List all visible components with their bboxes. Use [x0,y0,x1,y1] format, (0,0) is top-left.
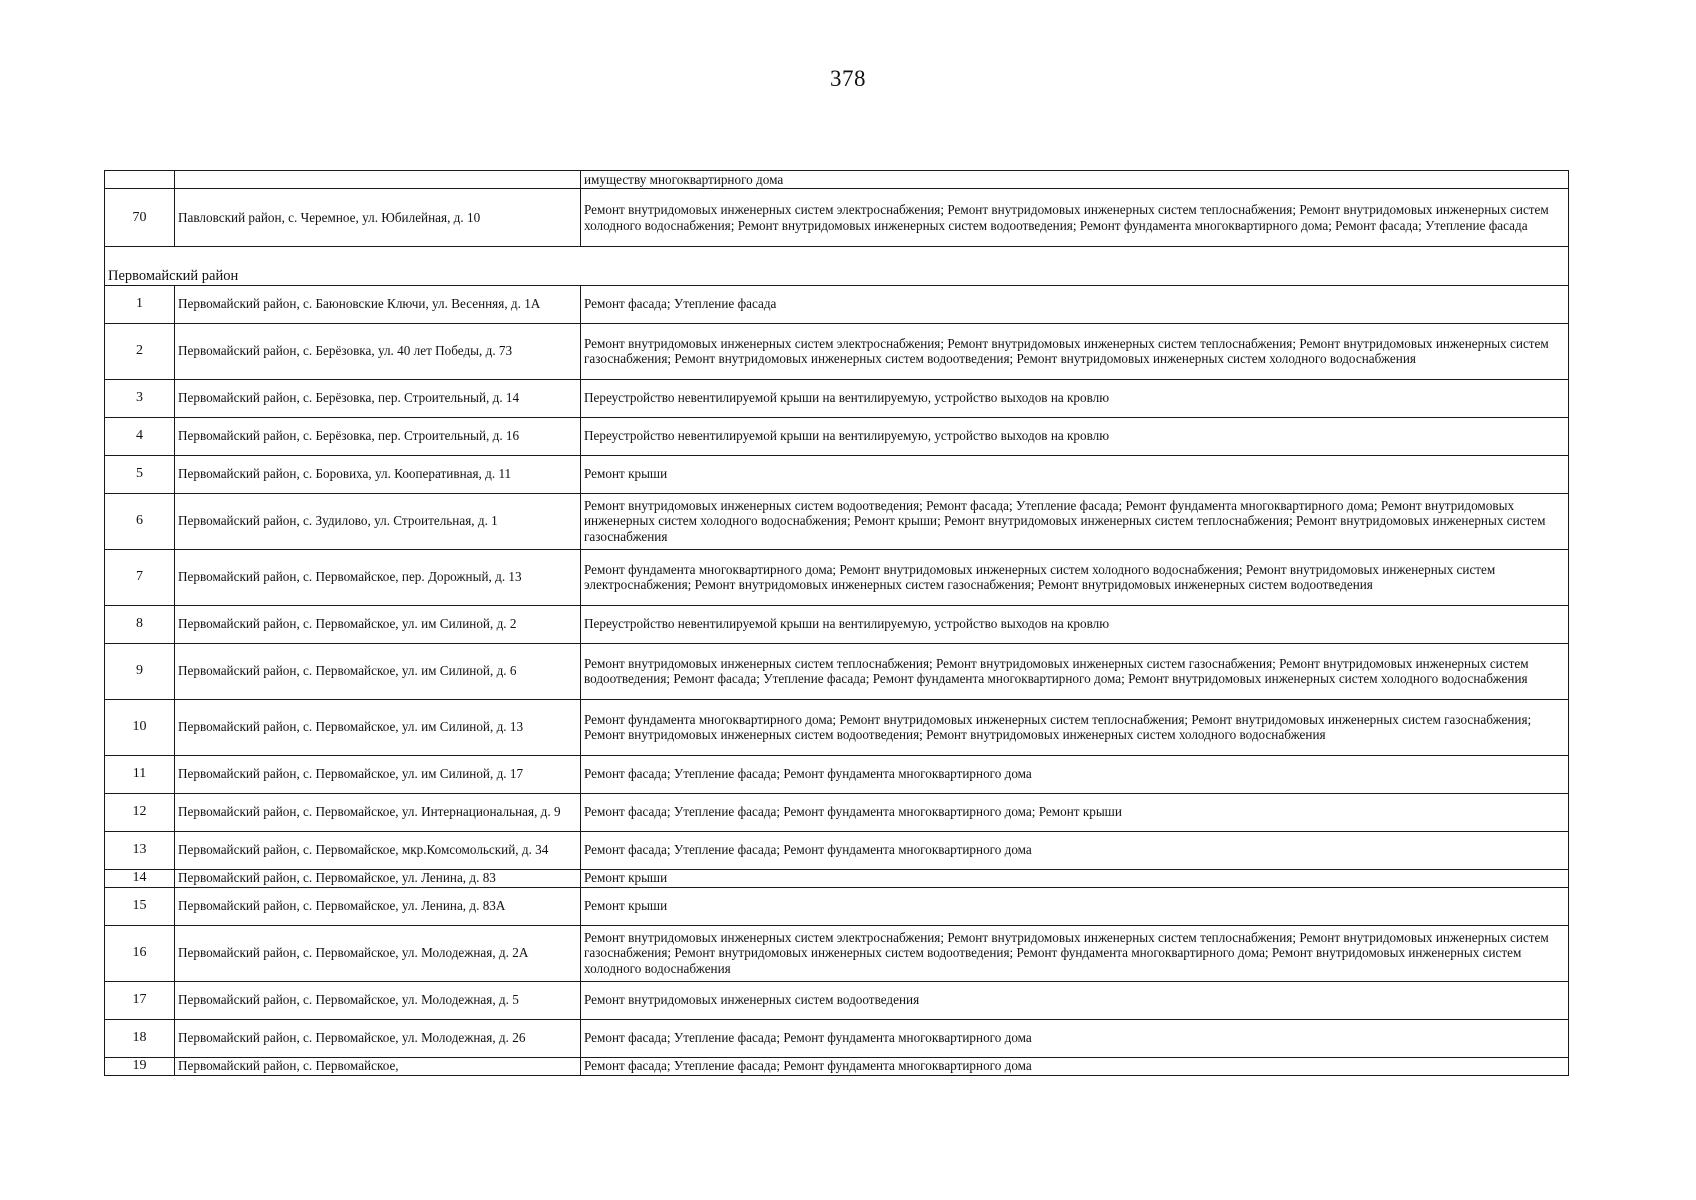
table-row [105,493,1569,549]
row-address: Первомайский район, с. Первомайское, ул. им Силиной, д. 6 [175,643,581,699]
table-row [105,549,1569,605]
row-number: 2 [105,323,175,379]
row-works: Ремонт фасада; Утепление фасада [581,285,1569,323]
row-works: Ремонт внутридомовых инженерных систем водоотведения [581,981,1569,1019]
row-address: Первомайский район, с. Первомайское, ул. Ленина, д. 83 [175,869,581,887]
row-address: Первомайский район, с. Первомайское, ул. Ленина, д. 83А [175,887,581,925]
row-address: Первомайский район, с. Боровиха, ул. Кооперативная, д. 11 [175,455,581,493]
table-row [105,1019,1569,1057]
repair-table [104,170,1569,1076]
table-row [105,605,1569,643]
row-address: Первомайский район, с. Берёзовка, пер. Строительный, д. 16 [175,417,581,455]
row-works: Ремонт фасада; Утепление фасада; Ремонт фундамента многоквартирного дома [581,755,1569,793]
row-number: 16 [105,925,175,981]
row-address: Первомайский район, с. Первомайское, ул. Молодежная, д. 5 [175,981,581,1019]
row-number: 1 [105,285,175,323]
section-row [105,247,1569,286]
row-works: Ремонт крыши [581,455,1569,493]
section-title: Первомайский район [105,247,1569,286]
row-works: Переустройство невентилируемой крыши на вентилируемую, устройство выходов на кровлю [581,417,1569,455]
row-works: Ремонт внутридомовых инженерных систем электроснабжения; Ремонт внутридомовых инженерных систем теплоснабжения; Ремонт внутридомовых инженерных систем газоснабжения; Ремонт внутридомовых инженерных систем водоотведения; Ремонт внутридомовых инженерных систем холодного водоснабжения [581,323,1569,379]
table-row [105,643,1569,699]
table-row [105,869,1569,887]
row-address: Павловский район, с. Черемное, ул. Юбилейная, д. 10 [175,189,581,247]
row-works: Ремонт крыши [581,887,1569,925]
row-number: 17 [105,981,175,1019]
row-address: Первомайский район, с. Первомайское, ул. Молодежная, д. 2А [175,925,581,981]
table-row [105,1057,1569,1075]
table-row [105,831,1569,869]
row-address: Первомайский район, с. Первомайское, ул. Интернациональная, д. 9 [175,793,581,831]
table-row [105,189,1569,247]
row-address: Первомайский район, с. Первомайское, ул. им Силиной, д. 17 [175,755,581,793]
table-row [105,925,1569,981]
row-number: 5 [105,455,175,493]
table-row [105,981,1569,1019]
row-number: 14 [105,869,175,887]
row-number: 11 [105,755,175,793]
row-number: 13 [105,831,175,869]
row-address: Первомайский район, с. Берёзовка, ул. 40 лет Победы, д. 73 [175,323,581,379]
row-address: Первомайский район, с. Первомайское, ул. им Силиной, д. 13 [175,699,581,755]
row-works: Ремонт фасада; Утепление фасада; Ремонт фундамента многоквартирного дома [581,1019,1569,1057]
row-address [175,171,581,189]
row-address: Первомайский район, с. Первомайское, ул. им Силиной, д. 2 [175,605,581,643]
row-number: 10 [105,699,175,755]
table-row [105,455,1569,493]
row-number: 8 [105,605,175,643]
page-number: 378 [830,66,866,91]
row-works: Ремонт фундамента многоквартирного дома; Ремонт внутридомовых инженерных систем теплоснабжения; Ремонт внутридомовых инженерных систем газоснабжения; Ремонт внутридомовых инженерных систем водоотведения; Ремонт внутридомовых инженерных систем холодного водоснабжения [581,699,1569,755]
table-row [105,417,1569,455]
table-row [105,793,1569,831]
row-works: Ремонт внутридомовых инженерных систем теплоснабжения; Ремонт внутридомовых инженерных систем газоснабжения; Ремонт внутридомовых инженерных систем водоотведения; Ремонт фасада; Утепление фасада; Ремонт фундамента многоквартирного дома; Ремонт внутридомовых инженерных систем холодного водоснабжения [581,643,1569,699]
row-works: Ремонт фасада; Утепление фасада; Ремонт фундамента многоквартирного дома [581,831,1569,869]
row-address: Первомайский район, с. Зудилово, ул. Строительная, д. 1 [175,493,581,549]
row-number [105,171,175,189]
row-works: Переустройство невентилируемой крыши на вентилируемую, устройство выходов на кровлю [581,379,1569,417]
table-row [105,887,1569,925]
row-number: 70 [105,189,175,247]
row-works: Ремонт внутридомовых инженерных систем водоотведения; Ремонт фасада; Утепление фасада; Ремонт фундамента многоквартирного дома; Ремонт внутридомовых инженерных систем холодного водоснабжения; Ремонт крыши; Ремонт внутридомовых инженерных систем теплоснабжения; Ремонт внутридомовых инженерных систем газоснабжения [581,493,1569,549]
table-body [105,171,1569,1076]
row-number: 6 [105,493,175,549]
row-works: Ремонт фасада; Утепление фасада; Ремонт фундамента многоквартирного дома; Ремонт крыши [581,793,1569,831]
row-number: 4 [105,417,175,455]
table-row [105,323,1569,379]
row-address: Первомайский район, с. Первомайское, [175,1057,581,1075]
row-number: 12 [105,793,175,831]
table-row [105,285,1569,323]
row-address: Первомайский район, с. Берёзовка, пер. Строительный, д. 14 [175,379,581,417]
row-works: Ремонт крыши [581,869,1569,887]
row-number: 3 [105,379,175,417]
row-works: Переустройство невентилируемой крыши на вентилируемую, устройство выходов на кровлю [581,605,1569,643]
row-number: 15 [105,887,175,925]
row-works: Ремонт фасада; Утепление фасада; Ремонт фундамента многоквартирного дома [581,1057,1569,1075]
row-number: 9 [105,643,175,699]
row-address: Первомайский район, с. Первомайское, ул. Молодежная, д. 26 [175,1019,581,1057]
table-row [105,755,1569,793]
table-row [105,171,1569,189]
row-works: Ремонт внутридомовых инженерных систем электроснабжения; Ремонт внутридомовых инженерных систем теплоснабжения; Ремонт внутридомовых инженерных систем холодного водоснабжения; Ремонт внутридомовых инженерных систем водоотведения; Ремонт фундамента многоквартирного дома; Ремонт фасада; Утепление фасада [581,189,1569,247]
row-number: 19 [105,1057,175,1075]
row-address: Первомайский район, с. Первомайское, пер. Дорожный, д. 13 [175,549,581,605]
row-works: имуществу многоквартирного дома [581,171,1569,189]
table-row [105,699,1569,755]
row-works: Ремонт внутридомовых инженерных систем электроснабжения; Ремонт внутридомовых инженерных систем теплоснабжения; Ремонт внутридомовых инженерных систем газоснабжения; Ремонт внутридомовых инженерных систем водоотведения; Ремонт фундамента многоквартирного дома; Ремонт внутридомовых инженерных систем холодного водоснабжения [581,925,1569,981]
row-number: 7 [105,549,175,605]
row-number: 18 [105,1019,175,1057]
row-address: Первомайский район, с. Баюновские Ключи, ул. Весенняя, д. 1А [175,285,581,323]
row-address: Первомайский район, с. Первомайское, мкр.Комсомольский, д. 34 [175,831,581,869]
table-row [105,379,1569,417]
row-works: Ремонт фундамента многоквартирного дома; Ремонт внутридомовых инженерных систем холодного водоснабжения; Ремонт внутридомовых инженерных систем электроснабжения; Ремонт внутридомовых инженерных систем газоснабжения; Ремонт внутридомовых инженерных систем водоотведения [581,549,1569,605]
